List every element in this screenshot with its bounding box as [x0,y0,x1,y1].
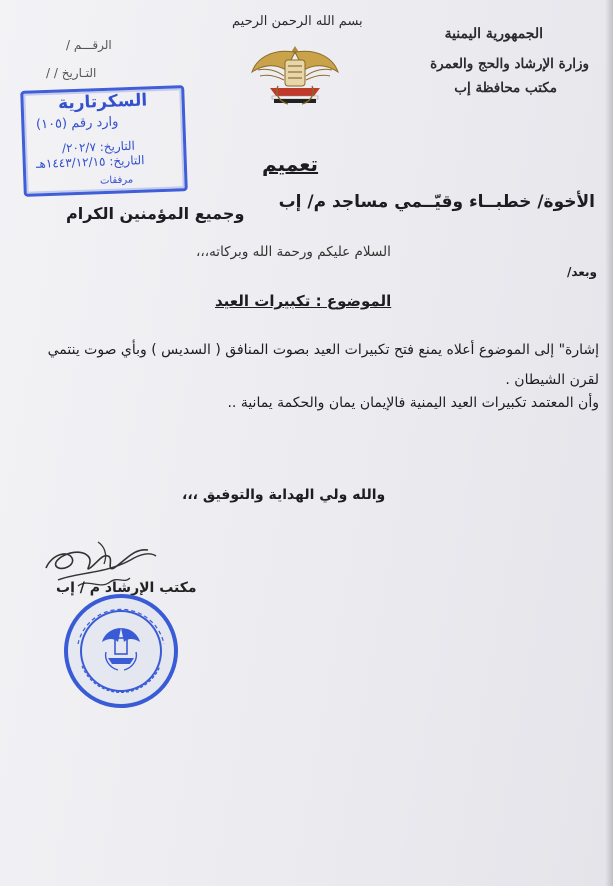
date-label: التـاريخ / / [46,66,97,80]
body-line-2: لقرن الشيطان . [505,372,599,388]
yemen-emblem-icon [250,42,340,110]
addressee-line-2: وجميع المؤمنين الكرام [66,204,245,223]
greeting: السلام عليكم ورحمة الله وبركاته،،، [196,244,391,260]
official-round-stamp [62,592,180,710]
office-name: مكتب محافظة إب [454,80,557,96]
stamp-attachments: مرفقات [99,174,134,187]
body-line-3: وأن المعتمد تكبيرات العيد اليمنية فالإيمان يمان والحكمة يمانية .. [227,395,599,411]
salutation-continuation: وبعد/ [566,265,597,279]
country-name: الجمهورية اليمنية [444,26,543,42]
ministry-name: وزارة الإرشاد والحج والعمرة [430,56,589,72]
stamp-number: وارد رقم (١٠٥) [35,114,119,133]
body-line-1: إشارة" إلى الموضوع أعلاه يمنع فتح تكبيرات العيد بصوت المنافق ( السديس ) وبأي صوت ينتمي [47,342,599,358]
addressee-line-1: الأخوة/ خطبــاء وقيّــمي مساجد م/ إب [278,192,595,212]
closing-line: والله ولي الهداية والتوفيق ،،، [182,487,386,503]
subject-line: الموضوع : تكبيرات العيد [215,292,392,310]
document-title: تعميم [262,152,319,176]
stamp-date-gregorian: التاريخ: ٢٠٢/٧/ [61,138,136,156]
basmala: بسم الله الرحمن الرحيم [232,14,363,29]
stamp-title: السكرتارية [57,90,148,114]
reference-number-label: الرقـــم / [66,38,112,52]
stamp-date-hijri: التاريخ: ١٤٤٣/١٢/١٥هـ [35,153,145,171]
signatory-office: مكتب الإرشاد م / إب [56,580,197,596]
